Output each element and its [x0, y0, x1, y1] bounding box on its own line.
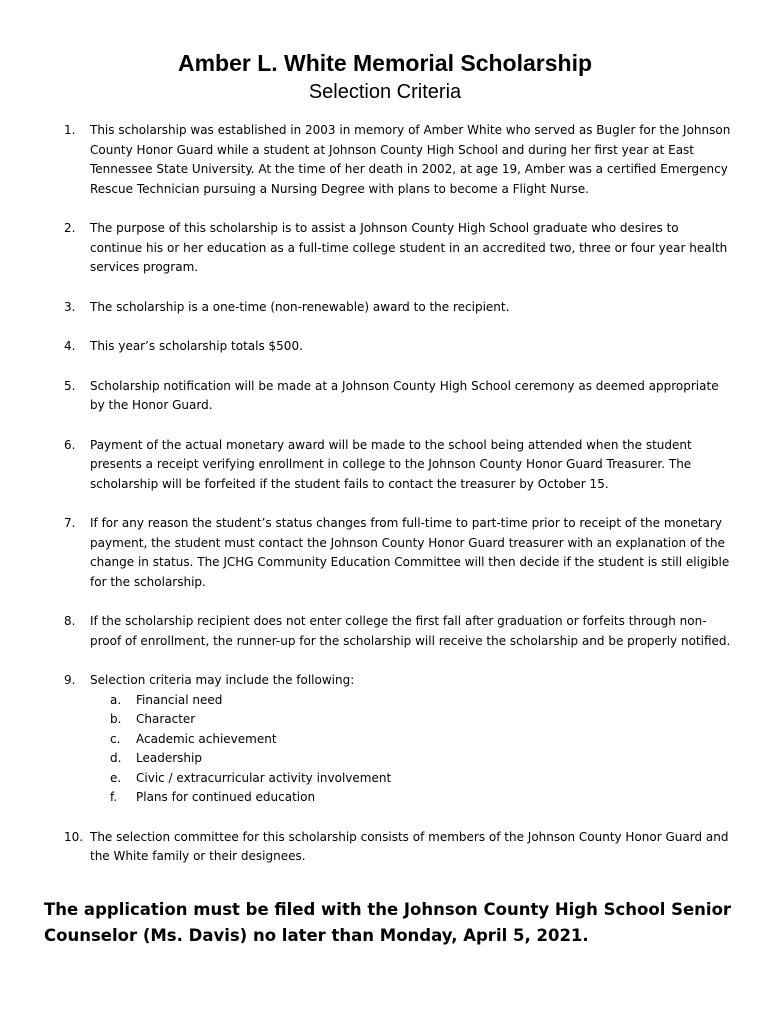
criteria-text: The scholarship is a one-time (non-renewable) award to the recipient.	[90, 299, 510, 314]
criteria-number: 5.	[64, 378, 76, 393]
document-subtitle: Selection Criteria	[308, 81, 462, 103]
criteria-item-10	[64, 828, 734, 867]
sublist-text: Plans for continued education	[136, 790, 316, 804]
criteria-item-2	[64, 219, 734, 278]
sublist-item-continued-education	[90, 788, 734, 808]
criteria-number: 7.	[64, 516, 76, 530]
criteria-item-7	[64, 514, 734, 592]
sublist-text: Leadership	[136, 751, 202, 765]
criteria-text: This year’s scholarship totals $500.	[90, 339, 303, 353]
criteria-item-1	[64, 121, 734, 199]
criteria-item-5	[64, 377, 734, 416]
sublist-letter: c.	[110, 731, 121, 746]
criteria-number: 3.	[64, 299, 76, 314]
criteria-text: Selection criteria may include the following:	[90, 673, 355, 687]
criteria-number: 2.	[64, 221, 76, 235]
criteria-number: 6.	[64, 437, 76, 452]
application-deadline-notice: The application must be filed with the Johnson County High School Senior Counselor (Ms. Davis) no later than Monday, April 5, 2021.	[44, 900, 732, 945]
criteria-list	[64, 121, 734, 887]
criteria-text: This scholarship was established in 2003 in memory of Amber White who served as Bugler for the Johnson County Honor Guard while a student at Johnson County High School and during her first year at East Tennessee State University. At the time of her death in 2002, at age 19, Amber was a certified Emergency Rescue Technician pursuing a Nursing Degree with plans to become a Flight Nurse.	[90, 123, 731, 196]
sublist-item-civic-involvement	[90, 769, 734, 789]
sublist-text: Financial need	[136, 692, 223, 707]
sublist-item-leadership	[90, 749, 734, 769]
sublist-letter: d.	[110, 751, 122, 765]
sublist-item-financial-need	[90, 691, 734, 711]
criteria-item-9	[64, 671, 734, 808]
criteria-number: 1.	[64, 123, 76, 137]
selection-criteria-sublist	[90, 691, 734, 808]
criteria-item-6	[64, 436, 734, 495]
document-title: Amber L. White Memorial Scholarship	[177, 50, 593, 76]
criteria-number: 4.	[64, 339, 76, 353]
criteria-number: 9.	[64, 673, 76, 687]
criteria-text: The purpose of this scholarship is to assist a Johnson County High School graduate who desires to continue his or her education as a full-time college student in an accredited two, three or four year health services program.	[90, 221, 728, 274]
sublist-item-academic-achievement	[90, 730, 734, 750]
criteria-number: 10.	[64, 829, 84, 844]
sublist-letter: b.	[110, 712, 122, 726]
sublist-letter: a.	[110, 692, 122, 707]
criteria-text: Scholarship notification will be made at a Johnson County High School ceremony as deemed appropriate by the Honor Guard.	[90, 378, 719, 412]
criteria-item-8	[64, 612, 734, 651]
criteria-item-4	[64, 337, 734, 357]
sublist-letter: e.	[110, 770, 122, 785]
sublist-text: Character	[136, 712, 196, 726]
criteria-number: 8.	[64, 614, 76, 628]
criteria-text: The selection committee for this scholarship consists of members of the Johnson County Honor Guard and the White family or their designees.	[90, 829, 729, 863]
sublist-text: Civic / extracurricular activity involvement	[136, 770, 392, 785]
sublist-item-character	[90, 710, 734, 730]
criteria-text: If the scholarship recipient does not enter college the first fall after graduation or forfeits through non-proof of enrollment, the runner-up for the scholarship will receive the scholarship and be properly notified.	[90, 614, 731, 648]
criteria-text: If for any reason the student’s status changes from full-time to part-time prior to receipt of the monetary payment, the student must contact the Johnson County Honor Guard treasurer with an explanation of the change in status. The JCHG Community Education Committee will then decide if the student is still eligible for the scholarship.	[90, 516, 730, 589]
criteria-item-3	[64, 298, 734, 318]
criteria-text: Payment of the actual monetary award will be made to the school being attended when the student presents a receipt verifying enrollment in college to the Johnson County Honor Guard Treasurer. The scholarship will be forfeited if the student fails to contact the treasurer by October 15.	[90, 437, 692, 491]
sublist-text: Academic achievement	[136, 731, 277, 746]
sublist-letter: f.	[110, 790, 118, 804]
